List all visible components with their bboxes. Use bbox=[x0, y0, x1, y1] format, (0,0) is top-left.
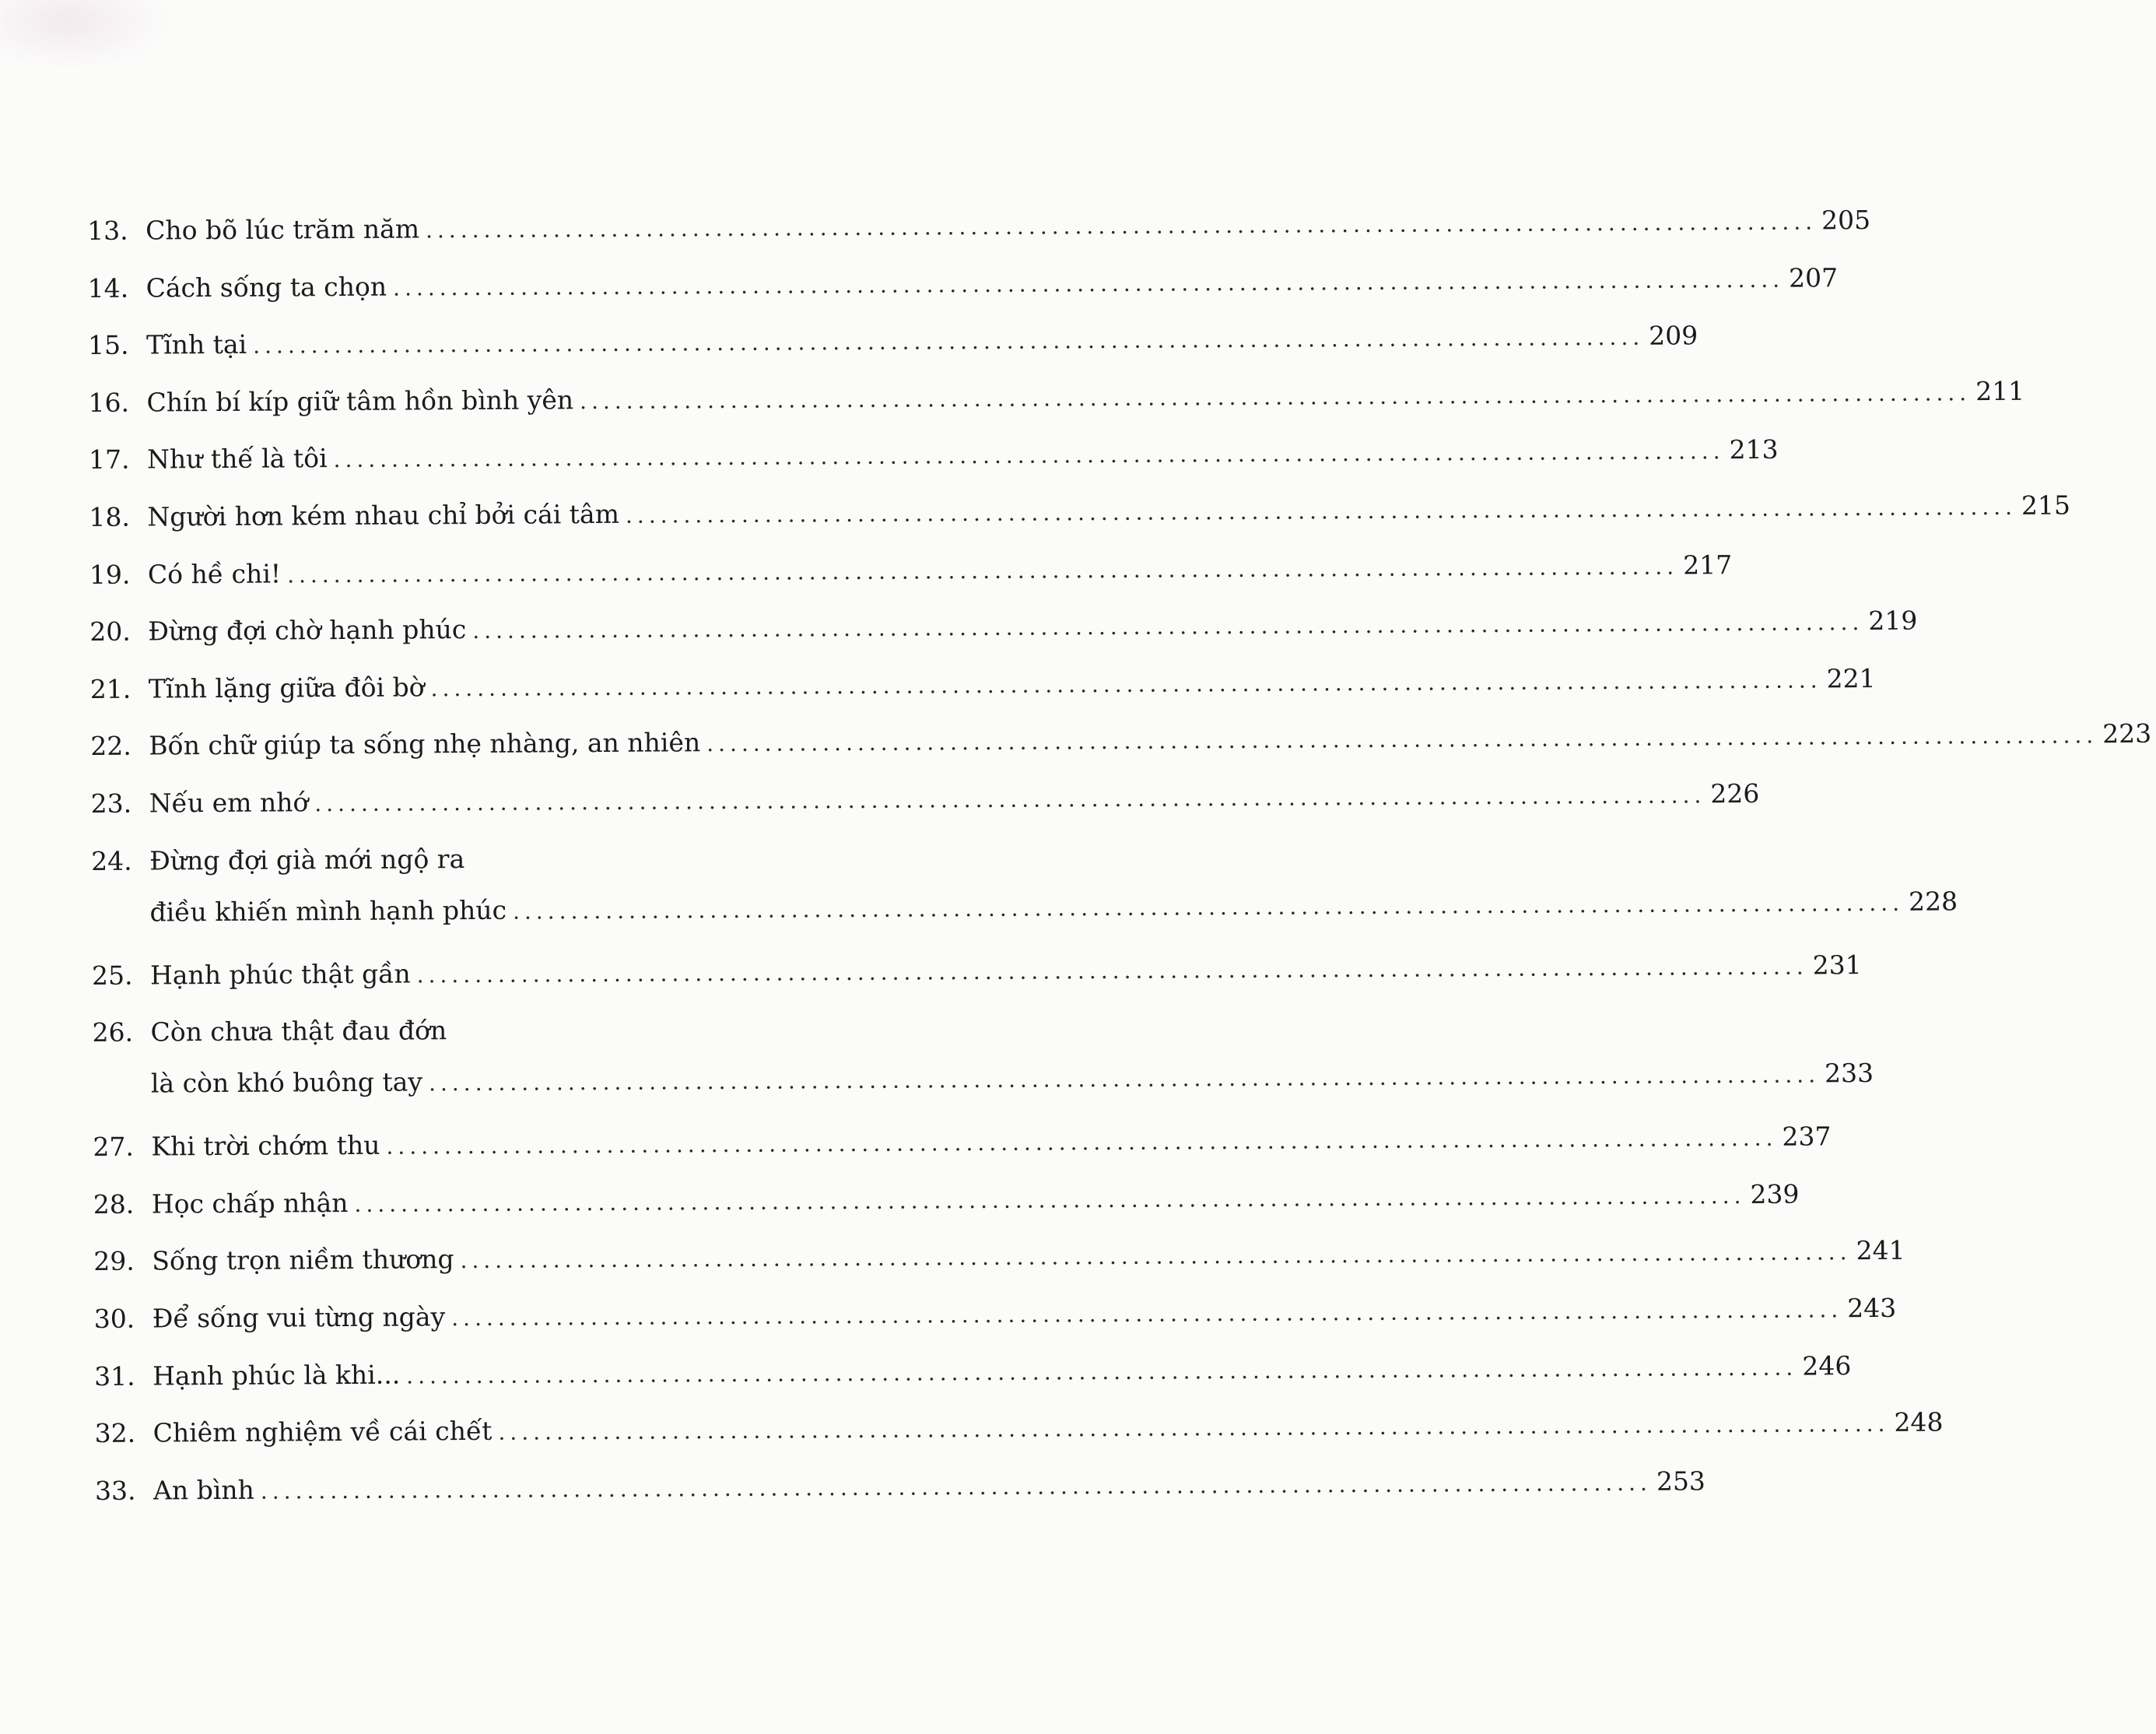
toc-entry bbox=[93, 1230, 1905, 1292]
table-of-contents bbox=[87, 199, 2152, 1521]
dot-leader: ........................................................................................................................ bbox=[472, 609, 1864, 644]
entry-number: 32. bbox=[94, 1417, 136, 1449]
entry-page-number: 248 bbox=[1894, 1406, 1944, 1437]
entry-title-line1: Đừng đợi già mới ngộ ra bbox=[149, 843, 465, 876]
dot-leader: ........................................................................................................................ bbox=[253, 324, 1645, 359]
entry-page-number: 215 bbox=[2021, 490, 2071, 521]
entry-title: Cho bõ lúc trăm năm bbox=[145, 213, 420, 246]
dot-leader: ........................................................................................................................ bbox=[706, 722, 2098, 757]
dot-leader: ........................................................................................................................ bbox=[333, 438, 1725, 473]
dot-leader: ........................................................................................................................ bbox=[314, 782, 1706, 817]
entry-title: Người hơn kém nhau chỉ bởi cái tâm bbox=[147, 498, 620, 532]
entry-title: Học chấp nhận bbox=[151, 1187, 349, 1220]
dot-leader: ........................................................................................................................ bbox=[430, 667, 1822, 702]
dot-leader: ........................................................................................................................ bbox=[416, 953, 1808, 988]
entry-page-number: 243 bbox=[1847, 1292, 1897, 1324]
dot-leader: ........................................................................................................................ bbox=[406, 1354, 1798, 1389]
entry-title: Tĩnh lặng giữa đôi bờ bbox=[148, 672, 425, 704]
entry-number: 23. bbox=[90, 788, 132, 819]
page-corner-tint bbox=[0, 0, 171, 70]
entry-title: Bốn chữ giúp ta sống nhẹ nhàng, an nhiên bbox=[149, 727, 701, 761]
toc-entry bbox=[89, 600, 1918, 662]
toc-entry bbox=[88, 428, 1779, 490]
toc-entry bbox=[93, 1115, 1832, 1178]
dot-leader: ........................................................................................................................ bbox=[393, 266, 1785, 301]
toc-entry bbox=[89, 486, 2071, 548]
entry-title: An bình bbox=[152, 1474, 254, 1506]
toc-entry bbox=[91, 944, 1862, 1006]
entry-number: 28. bbox=[93, 1188, 135, 1220]
dot-leader: ........................................................................................................................ bbox=[498, 1410, 1890, 1445]
entry-number: 15. bbox=[87, 329, 129, 361]
entry-title: Như thế là tôi bbox=[146, 443, 328, 475]
entry-number: 29. bbox=[93, 1245, 135, 1277]
toc-entry bbox=[94, 1459, 1706, 1522]
entry-page-number: 233 bbox=[1824, 1058, 1874, 1089]
entry-number: 18. bbox=[89, 501, 131, 532]
entry-title: điều khiến mình hạnh phúc bbox=[149, 894, 507, 928]
dot-leader: ........................................................................................................................ bbox=[386, 1125, 1778, 1160]
toc-entry bbox=[87, 257, 1839, 319]
entry-title: Đừng đợi chờ hạnh phúc bbox=[148, 614, 467, 647]
entry-number: 20. bbox=[89, 616, 131, 648]
entry-number: 21. bbox=[89, 673, 131, 704]
entry-title: Chín bí kíp giữ tâm hồn bình yên bbox=[146, 384, 574, 418]
entry-number: 27. bbox=[93, 1131, 135, 1163]
toc-entry bbox=[91, 830, 1958, 949]
entry-number: 31. bbox=[94, 1360, 135, 1392]
entry-number: 17. bbox=[88, 444, 130, 476]
toc-entry bbox=[92, 1001, 1874, 1120]
entry-page-number: 231 bbox=[1812, 949, 1862, 981]
entry-page-number: 217 bbox=[1683, 549, 1733, 581]
toc-entry bbox=[87, 314, 1699, 376]
entry-number: 33. bbox=[94, 1475, 136, 1506]
entry-title: Hạnh phúc thật gần bbox=[149, 958, 411, 991]
entry-number: 25. bbox=[91, 960, 133, 991]
entry-number: 22. bbox=[90, 731, 131, 762]
entry-title: Cách sống ta chọn bbox=[145, 271, 387, 304]
entry-page-number: 223 bbox=[2102, 718, 2152, 749]
entry-page-number: 239 bbox=[1750, 1178, 1800, 1209]
toc-entry bbox=[90, 772, 1760, 834]
entry-number: 30. bbox=[93, 1303, 135, 1334]
dot-leader: ........................................................................................................................ bbox=[425, 209, 1818, 244]
dot-leader: ........................................................................................................................ bbox=[625, 493, 2018, 528]
dot-leader: ........................................................................................................................ bbox=[287, 553, 1679, 588]
dot-leader: ........................................................................................................................ bbox=[260, 1469, 1652, 1504]
toc-entry bbox=[89, 543, 1733, 605]
toc-entry bbox=[89, 658, 1876, 720]
dot-leader: ........................................................................................................................ bbox=[460, 1239, 1852, 1274]
toc-entry bbox=[94, 1345, 1852, 1407]
entry-title: Hạnh phúc là khi... bbox=[152, 1359, 401, 1392]
toc-entry bbox=[87, 199, 1871, 262]
entry-page-number: 228 bbox=[1908, 885, 1958, 917]
entry-title: là còn khó buông tay bbox=[150, 1066, 423, 1099]
entry-page-number: 241 bbox=[1856, 1235, 1905, 1266]
entry-title: Sống trọn niềm thương bbox=[152, 1244, 454, 1276]
entry-title: Tĩnh tại bbox=[145, 328, 247, 360]
entry-page-number: 221 bbox=[1826, 662, 1876, 694]
entry-title: Chiêm nghiệm về cái chết bbox=[152, 1415, 493, 1448]
entry-title: Để sống vui từng ngày bbox=[152, 1301, 446, 1334]
toc-entry bbox=[90, 714, 2152, 777]
entry-page-number: 211 bbox=[1975, 375, 2025, 406]
toc-entry bbox=[93, 1287, 1897, 1350]
entry-page-number: 237 bbox=[1782, 1121, 1832, 1152]
toc-entry bbox=[94, 1402, 1944, 1464]
entry-page-number: 213 bbox=[1729, 434, 1779, 465]
entry-title: Khi trời chớm thu bbox=[151, 1129, 380, 1162]
entry-title-line1: Còn chưa thật đau đớn bbox=[150, 1015, 447, 1048]
entry-number: 16. bbox=[88, 387, 130, 418]
entry-page-number: 209 bbox=[1649, 320, 1699, 351]
toc-entry bbox=[88, 371, 2025, 434]
entry-number: 13. bbox=[87, 215, 128, 246]
entry-page-number: 207 bbox=[1788, 262, 1839, 293]
entry-title: Có hề chi! bbox=[147, 558, 282, 590]
entry-page-number: 226 bbox=[1710, 777, 1760, 809]
entry-title: Nếu em nhớ bbox=[149, 787, 309, 819]
entry-number: 26. bbox=[92, 1016, 134, 1048]
entry-number: 24. bbox=[91, 845, 132, 876]
entry-page-number: 219 bbox=[1868, 605, 1918, 637]
entry-page-number: 253 bbox=[1656, 1465, 1706, 1497]
dot-leader: ........................................................................................................................ bbox=[451, 1297, 1843, 1332]
entry-page-number: 205 bbox=[1821, 204, 1871, 236]
dot-leader: ........................................................................................................................ bbox=[354, 1182, 1746, 1217]
dot-leader: ........................................................................................................................ bbox=[512, 890, 1905, 925]
entry-number: 14. bbox=[87, 272, 129, 304]
toc-entry bbox=[93, 1173, 1800, 1235]
dot-leader: ........................................................................................................................ bbox=[580, 379, 1972, 414]
dot-leader: ........................................................................................................................ bbox=[428, 1062, 1821, 1097]
entry-number: 19. bbox=[89, 559, 131, 590]
entry-page-number: 246 bbox=[1802, 1350, 1852, 1381]
